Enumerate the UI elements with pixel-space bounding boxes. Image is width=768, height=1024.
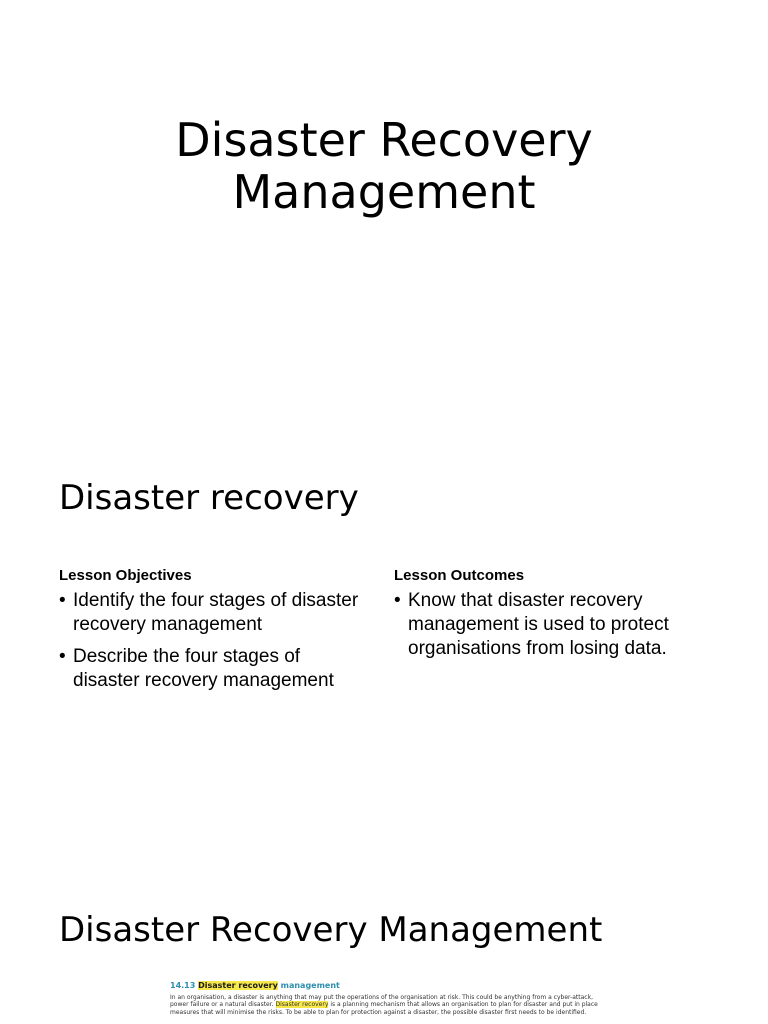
list-item: • Describe the four stages of disaster recovery management bbox=[59, 645, 369, 693]
section-heading-rest: management bbox=[280, 981, 340, 990]
slide-heading: Disaster recovery bbox=[59, 478, 359, 518]
textbook-excerpt bbox=[170, 980, 598, 1024]
title-line-1: Disaster Recovery bbox=[175, 113, 593, 167]
paragraph-text: is a planning mechanism that allows an organisation to plan for disaster and put in place measures that will minimise the risks. To be able to plan for protection against a disaster, the possible disaster first needs to be identified. bbox=[170, 1001, 598, 1016]
title-slide bbox=[0, 0, 768, 432]
highlighted-term: Disaster recovery bbox=[198, 981, 278, 990]
list-item: • Identify the four stages of disaster recovery management bbox=[59, 589, 369, 637]
outcomes-list bbox=[394, 589, 704, 661]
presentation-title bbox=[0, 114, 768, 218]
title-line-2: Management bbox=[232, 165, 536, 219]
lesson-objectives bbox=[59, 566, 369, 701]
objectives-heading: Lesson Objectives bbox=[59, 567, 192, 584]
list-item: • Know that disaster recovery management is used to protect organisations from losing data. bbox=[394, 589, 704, 661]
slide-heading: Disaster Recovery Management bbox=[59, 910, 603, 950]
outcomes-heading: Lesson Outcomes bbox=[394, 567, 525, 584]
objectives-list bbox=[59, 589, 369, 693]
textbook-paragraph bbox=[170, 994, 598, 1016]
lesson-slide bbox=[0, 432, 768, 864]
content-slide bbox=[0, 864, 768, 1024]
textbook-section-heading bbox=[170, 980, 598, 991]
lesson-outcomes bbox=[394, 566, 704, 669]
section-number: 14.13 bbox=[170, 981, 196, 990]
paragraph-text: In an organisation, a disaster is anything that may put the operations of the organisation at risk. This could be anything from a cyber-attack, power failure or a natural disaster. bbox=[170, 994, 593, 1009]
highlighted-term: Disaster recovery bbox=[275, 1001, 329, 1009]
